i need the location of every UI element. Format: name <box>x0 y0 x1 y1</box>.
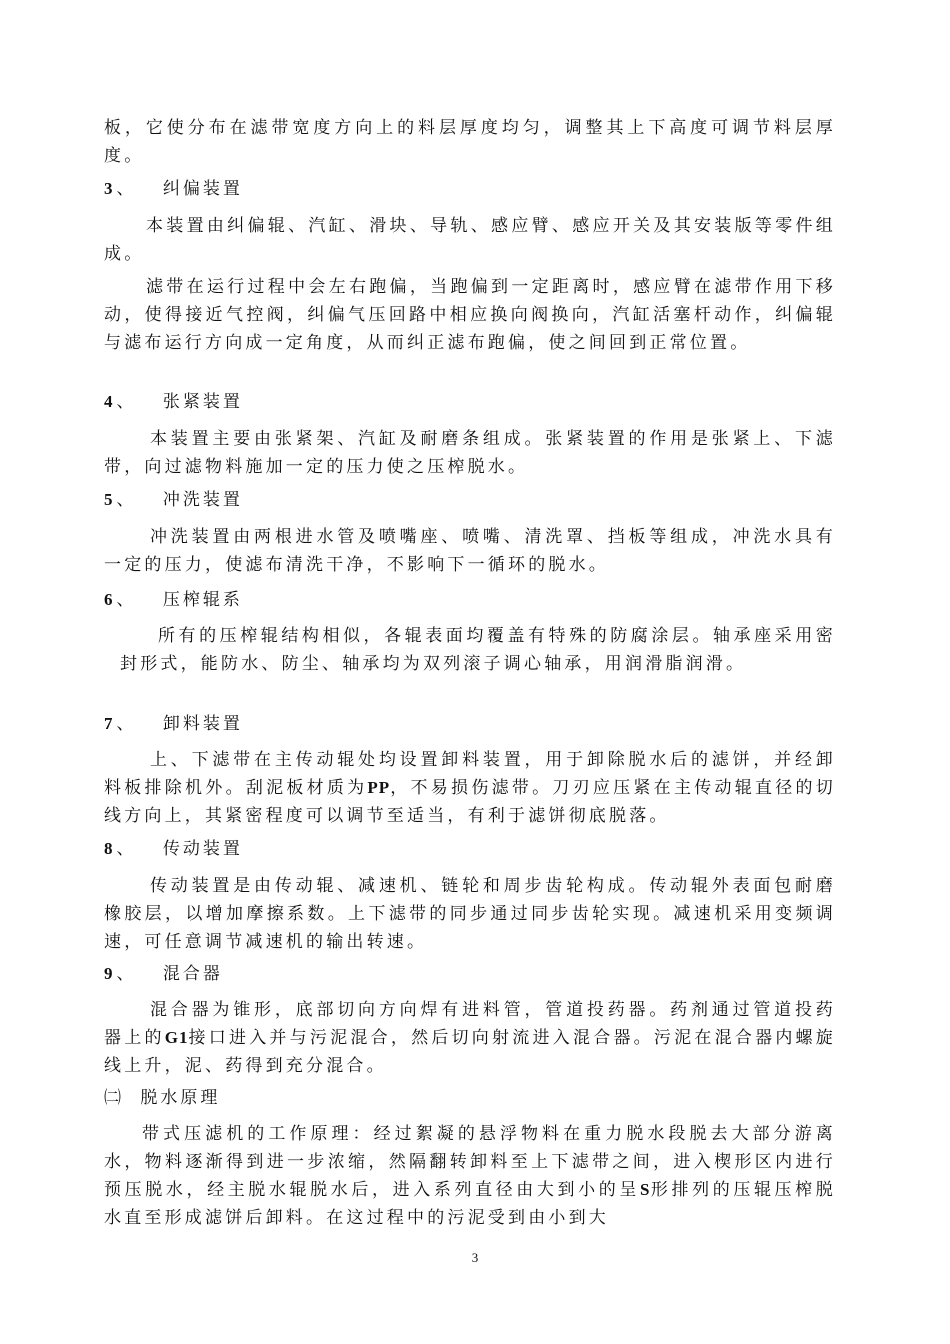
section-heading-3 <box>104 177 950 201</box>
heading-number: 6 <box>104 590 113 609</box>
paragraph-4 <box>104 425 836 481</box>
heading-title: 卸料装置 <box>162 714 243 734</box>
heading-number: 8 <box>104 839 113 858</box>
heading-number: 7 <box>104 714 113 733</box>
heading-number: 4 <box>104 392 113 411</box>
paragraph-7 <box>104 746 836 830</box>
heading-title: 混合器 <box>162 964 223 984</box>
paragraph-text: 冲洗装置由两根进水管及喷嘴座、喷嘴、清洗罩、挡板等组成，冲洗水具有一定的压力，使滤布清洗干净，不影响下一循环的脱水。 <box>104 527 836 575</box>
paragraph-text: ，不易损伤滤带。刀刃应压紧在主传动辊直径的切线方向上，其紧密程度可以调节至适当，有利于滤饼彻底脱落。 <box>104 778 836 826</box>
heading-title: 纠偏装置 <box>162 179 243 199</box>
heading-title: 传动装置 <box>162 839 243 859</box>
heading-separator: 、 <box>116 714 137 734</box>
heading-number: 9 <box>104 964 113 983</box>
paragraph-3a <box>104 212 836 268</box>
section-heading-6 <box>104 588 950 612</box>
paragraph-3b <box>104 273 836 357</box>
section-heading-8 <box>104 837 950 861</box>
heading-title: 压榨辊系 <box>162 590 243 610</box>
section-heading-7 <box>104 712 950 736</box>
paragraph-8 <box>104 872 836 956</box>
paragraph-text: 所有的压榨辊结构相似，各辊表面均覆盖有特殊的防腐涂层。轴承座采用密封形式，能防水、防尘、轴承均为双列滚子调心轴承，用润滑脂润滑。 <box>120 626 836 674</box>
paragraph-6 <box>120 622 836 678</box>
heading-number: 3 <box>104 179 113 198</box>
heading-separator: 、 <box>116 179 137 199</box>
paragraph-text: 本装置主要由张紧架、汽缸及耐磨条组成。张紧装置的作用是张紧上、下滤带，向过滤物料施加一定的压力使之压榨脱水。 <box>104 429 836 477</box>
paragraph-text: 上、下滤带在主传动辊处均设置卸料装置，用于卸除脱水后的滤饼，并经卸料板排除机外。刮泥板材质为 <box>104 750 836 798</box>
paragraph-text: 混合器为锥形，底部切向方向焊有进料管，管道投药器。药剂通过管道投药器上的 <box>104 1000 836 1048</box>
heading-title: 脱水原理 <box>140 1088 221 1108</box>
paragraph-text: 接口进入并与污泥混合，然后切向射流进入混合器。污泥在混合器内螺旋线上升，泥、药得到充分混合。 <box>104 1028 836 1076</box>
heading-separator: 、 <box>116 392 137 412</box>
heading-separator: 、 <box>116 964 137 984</box>
heading-separator: 、 <box>116 590 137 610</box>
shape-letter: S <box>639 1180 651 1199</box>
paragraph-text: 形排列的压辊压榨脱水直至形成滤饼后卸料。在这过程中的污泥受到由小到大 <box>104 1180 836 1228</box>
page-number: 3 <box>471 1250 479 1265</box>
paragraph-text: 板，它使分布在滤带宽度方向上的料层厚度均匀，调整其上下高度可调节料层厚度。 <box>104 118 836 166</box>
heading-title: 冲洗装置 <box>162 490 243 510</box>
section-heading-4 <box>104 390 950 414</box>
heading-number: ㈡ <box>104 1088 124 1108</box>
paragraph-text: 本装置由纠偏辊、汽缸、滑块、导轨、感应臂、感应开关及其安装版等零件组成。 <box>104 216 836 264</box>
paragraph-text: 带式压滤机的工作原理：经过絮凝的悬浮物料在重力脱水段脱去大部分游离水，物料逐渐得到进一步浓缩，然隔翻转卸料至上下滤带之间，进入楔形区内进行预压脱水，经主脱水辊脱水后，进入系列直径由大到小的呈 <box>104 1124 836 1200</box>
section-heading-9 <box>104 962 950 986</box>
paragraph-continuation <box>104 114 836 170</box>
heading-separator: 、 <box>116 839 137 859</box>
heading-separator: 、 <box>116 490 137 510</box>
heading-number: 5 <box>104 490 113 509</box>
interface-code: G1 <box>164 1028 189 1047</box>
paragraph-text: 滤带在运行过程中会左右跑偏，当跑偏到一定距离时，感应臂在滤带作用下移动，使得接近气控阀，纠偏气压回路中相应换向阀换向，汽缸活塞杆动作，纠偏辊与滤布运行方向成一定角度，从而纠正滤布跑偏，使之间回到正常位置。 <box>104 277 836 353</box>
section-heading-principle <box>104 1086 950 1110</box>
heading-title: 张紧装置 <box>162 392 243 412</box>
material-code: PP <box>367 778 391 797</box>
paragraph-9 <box>104 996 836 1080</box>
paragraph-5 <box>104 523 836 579</box>
paragraph-principle <box>104 1120 836 1232</box>
paragraph-text: 传动装置是由传动辊、减速机、链轮和周步齿轮构成。传动辊外表面包耐磨橡胶层，以增加摩擦系数。上下滤带的同步通过同步齿轮实现。减速机采用变频调速，可任意调节减速机的输出转速。 <box>104 876 836 952</box>
section-heading-5 <box>104 488 950 512</box>
